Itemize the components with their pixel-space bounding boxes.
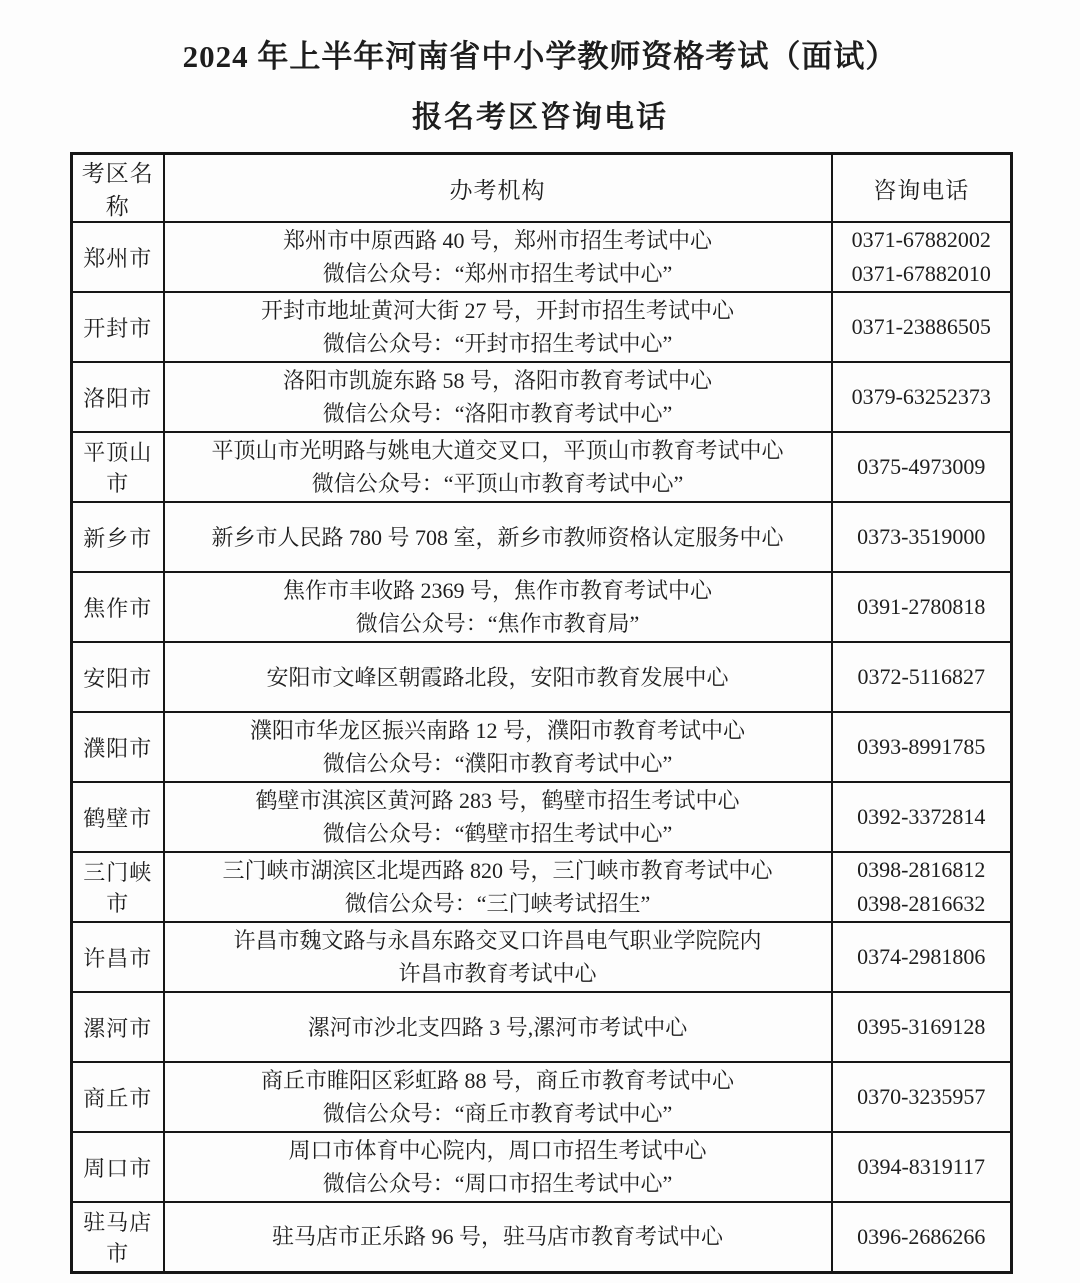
phone-number: 0371-67882002 (851, 227, 991, 252)
org-line: 微信公众号：“郑州市招生考试中心” (322, 261, 673, 286)
phone-cell (832, 1132, 1012, 1202)
region-cell: 濮阳市 (72, 712, 164, 782)
region-cell: 郑州市 (72, 222, 164, 292)
org-cell (164, 502, 832, 572)
phone-number: 0394-8319117 (857, 1154, 985, 1179)
org-line: 微信公众号：“商丘市教育考试中心” (322, 1101, 673, 1126)
org-line: 濮阳市华龙区振兴南路 12 号，濮阳市教育考试中心 (249, 718, 745, 743)
org-line: 焦作市丰收路 2369 号，焦作市教育考试中心 (282, 578, 712, 603)
org-cell (164, 572, 832, 642)
org-line: 漯河市沙北支四路 3 号,漯河市考试中心 (307, 1014, 688, 1040)
org-cell (164, 712, 832, 782)
table-row (72, 852, 1012, 922)
header-organization: 办考机构 (164, 154, 832, 223)
phone-number: 0398-2816632 (857, 891, 986, 916)
org-line: 微信公众号：“平顶山市教育考试中心” (311, 471, 684, 496)
region-cell: 鹤壁市 (72, 782, 164, 852)
region-cell: 漯河市 (72, 992, 164, 1062)
phone-cell (832, 1202, 1012, 1272)
phone-cell (832, 502, 1012, 572)
org-cell (164, 852, 832, 922)
table-row (72, 292, 1012, 362)
org-cell (164, 922, 832, 992)
org-line: 微信公众号：“濮阳市教育考试中心” (322, 751, 673, 776)
page-subtitle: 报名考区咨询电话 (412, 101, 668, 134)
org-line: 商丘市睢阳区彩虹路 88 号，商丘市教育考试中心 (260, 1068, 734, 1093)
table-body (72, 222, 1012, 1272)
table-row (72, 922, 1012, 992)
org-line: 微信公众号：“周口市招生考试中心” (322, 1171, 673, 1196)
region-cell: 开封市 (72, 292, 164, 362)
phone-number: 0374-2981806 (857, 944, 986, 969)
org-line: 安阳市文峰区朝霞路北段，安阳市教育发展中心 (266, 664, 729, 690)
phone-cell (832, 362, 1012, 432)
org-line: 微信公众号：“三门峡考试招生” (344, 891, 651, 916)
org-line: 许昌市魏文路与永昌东路交叉口许昌电气职业学院院内 (233, 928, 762, 953)
region-cell: 安阳市 (72, 642, 164, 712)
org-cell (164, 362, 832, 432)
org-line: 三门峡市湖滨区北堤西路 820 号，三门峡市教育考试中心 (222, 858, 773, 883)
phone-number: 0393-8991785 (857, 734, 986, 759)
region-cell: 许昌市 (72, 922, 164, 992)
org-line: 郑州市中原西路 40 号，郑州市招生考试中心 (282, 228, 712, 253)
org-line: 微信公众号：“洛阳市教育考试中心” (322, 401, 673, 426)
phone-cell (832, 852, 1012, 922)
phone-cell (832, 292, 1012, 362)
phone-number: 0398-2816812 (857, 857, 986, 882)
org-line: 新乡市人民路 780 号 708 室，新乡市教师资格认定服务中心 (211, 524, 784, 550)
org-cell (164, 782, 832, 852)
phone-number: 0396-2686266 (857, 1223, 986, 1249)
phone-number: 0379-63252373 (851, 384, 991, 409)
table-row (72, 992, 1012, 1062)
org-cell (164, 1062, 832, 1132)
header-region: 考区名称 (72, 154, 164, 223)
table-row (72, 362, 1012, 432)
phone-cell (832, 572, 1012, 642)
org-cell (164, 1132, 832, 1202)
table-row (72, 1132, 1012, 1202)
table-row (72, 502, 1012, 572)
phone-cell (832, 642, 1012, 712)
phone-number: 0391-2780818 (857, 594, 986, 619)
region-cell: 驻马店市 (72, 1202, 164, 1272)
table-row (72, 432, 1012, 502)
phone-number: 0371-23886505 (851, 314, 991, 339)
org-line: 许昌市教育考试中心 (398, 961, 597, 986)
table-row (72, 572, 1012, 642)
region-cell: 三门峡市 (72, 852, 164, 922)
phone-number: 0392-3372814 (857, 804, 986, 829)
org-line: 微信公众号：“开封市招生考试中心” (322, 331, 673, 356)
org-line: 周口市体育中心院内，周口市招生考试中心 (288, 1138, 707, 1163)
table-row (72, 1062, 1012, 1132)
phone-number: 0372-5116827 (857, 664, 985, 689)
table-row (72, 642, 1012, 712)
contact-table (70, 152, 1013, 1274)
org-line: 平顶山市光明路与姚电大道交叉口，平顶山市教育考试中心 (211, 438, 784, 463)
phone-cell (832, 1062, 1012, 1132)
phone-cell (832, 222, 1012, 292)
region-cell: 新乡市 (72, 502, 164, 572)
table-row (72, 1202, 1012, 1272)
phone-cell (832, 922, 1012, 992)
phone-cell (832, 432, 1012, 502)
org-line: 鹤壁市淇滨区黄河路 283 号，鹤壁市招生考试中心 (255, 788, 740, 813)
org-cell (164, 292, 832, 362)
region-cell: 洛阳市 (72, 362, 164, 432)
org-line: 微信公众号：“鹤壁市招生考试中心” (322, 821, 673, 846)
table-header-row (72, 154, 1012, 223)
org-cell (164, 432, 832, 502)
table-row (72, 222, 1012, 292)
org-line: 微信公众号：“焦作市教育局” (355, 611, 640, 636)
phone-number: 0373-3519000 (857, 524, 986, 549)
org-line: 开封市地址黄河大街 27 号，开封市招生考试中心 (260, 298, 734, 323)
header-phone: 咨询电话 (832, 154, 1012, 223)
region-cell: 商丘市 (72, 1062, 164, 1132)
phone-cell (832, 782, 1012, 852)
org-line: 洛阳市凯旋东路 58 号，洛阳市教育考试中心 (282, 368, 712, 393)
org-cell (164, 992, 832, 1062)
org-cell (164, 642, 832, 712)
phone-number: 0371-67882010 (851, 261, 991, 286)
region-cell: 焦作市 (72, 572, 164, 642)
phone-number: 0375-4973009 (857, 454, 986, 479)
region-cell: 周口市 (72, 1132, 164, 1202)
org-cell (164, 222, 832, 292)
region-cell: 平顶山市 (72, 432, 164, 502)
phone-number: 0370-3235957 (857, 1084, 986, 1109)
org-line: 驻马店市正乐路 96 号，驻马店市教育考试中心 (271, 1224, 723, 1250)
table-row (72, 712, 1012, 782)
org-cell (164, 1202, 832, 1272)
phone-cell (832, 712, 1012, 782)
page-title: 2024 年上半年河南省中小学教师资格考试（面试） (182, 39, 898, 74)
table-row (72, 782, 1012, 852)
phone-cell (832, 992, 1012, 1062)
phone-number: 0395-3169128 (857, 1014, 986, 1039)
